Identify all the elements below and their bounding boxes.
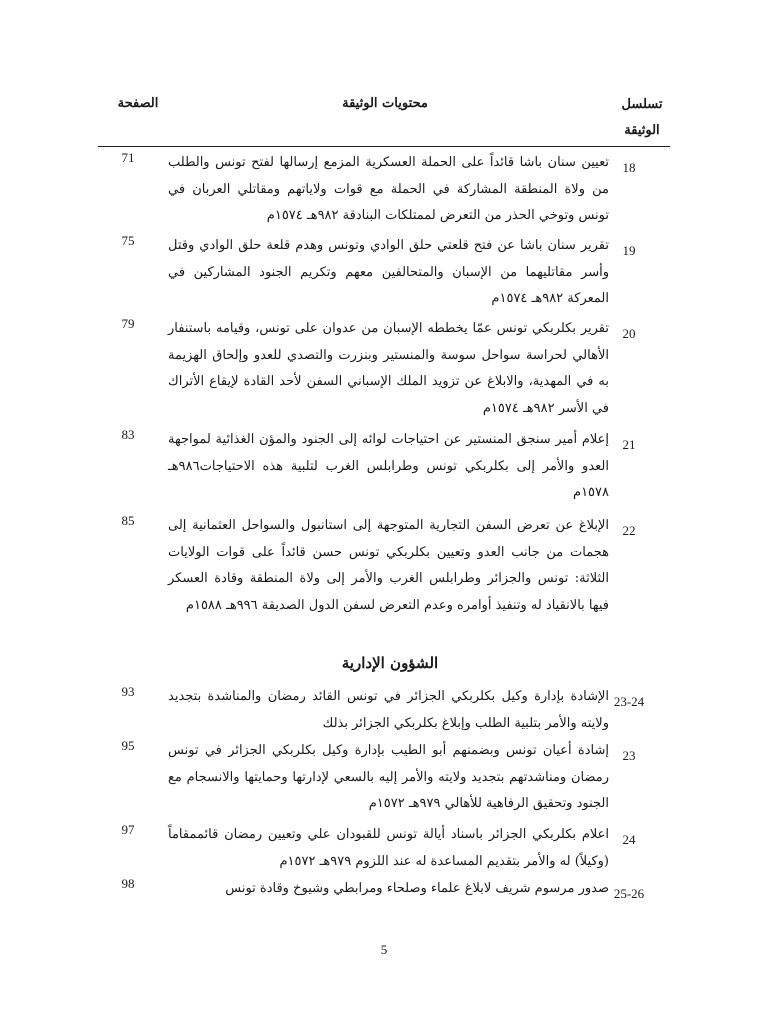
table-row [98, 684, 673, 742]
entry-sequence: 24 [622, 832, 636, 847]
entry-text: صدور مرسوم شريف لابلاغ علماء وصلحاء ومرابطي وشيوخ وقادة تونس [225, 881, 609, 896]
table-row [98, 876, 673, 908]
entry-sequence: 20 [622, 326, 636, 341]
header-contents: محتويات الوثيقة [342, 96, 428, 111]
entry-sequence: 22 [622, 523, 636, 538]
entry-text: إشادة أعيان تونس وبضمنهم أبو الطيب بإدارة وكيل بكلربكي الجزائر في تونس رمضان ومناشدتهم بتجديد ولايته والأمر إليه بالسعي لإدارتها وحمايتها والانسجام مع الجنود وتحقيق الرفاهية للأهالي ٩٧٩هـ ١٥٧٢م [168, 743, 609, 811]
entry-text: تقرير سنان باشا عن فتح قلعتي حلق الوادي وتونس وهدم قلعة حلق الوادي وقتل وأسر مقاتليهما من الإسبان والمتحالفين معهم وتكريم الجنود المشاركين في المعركة ٩٨٢هـ ١٥٧٤م [168, 238, 609, 306]
entry-page: 83 [121, 427, 135, 442]
header-sequence: تسلسل الوثيقة [621, 97, 663, 138]
entry-page: 75 [121, 233, 135, 248]
entry-page: 71 [121, 150, 135, 165]
entry-text: تقرير بكلربكي تونس عمّا يخططه الإسبان من عدوان على تونس، وقيامه باستنفار الأهالي لحراسة سواحل سوسة والمنستير وبنزرت والتصدي للعدو وإلحاق الهزيمة به في المهدية، والابلاغ عن تزويد الملك الإسباني السفن لأحد القادة لإيقاع الأتراك في الأسر ٩٨٢هـ ١٥٧٤م [168, 321, 609, 416]
table-row [98, 738, 673, 823]
entry-page: 85 [121, 513, 135, 528]
table-row [98, 316, 673, 426]
entry-text: اعلام بكلربكي الجزائر باسناد أيالة تونس للقبودان علي وتعيين رمضان قائممقاماً (وكيلاً) له والأمر بتقديم المساعدة له عند اللزوم ٩٧٩هـ ١٥٧٢م [168, 827, 609, 869]
entry-text: الإشادة بإدارة وكيل بكلربكي الجزائر في تونس القائد رمضان والمناشدة بتجديد ولايته والأمر بتلبية الطلب وإبلاغ بكلربكي الجزائر بذلك [168, 689, 609, 731]
entry-text: الإبلاغ عن تعرض السفن التجارية المتوجهة إلى استانبول والسواحل العثمانية إلى هجمات من جانب العدو وتعيين بكلربكي تونس حسن قائداً على قوات الولايات الثلاثة: تونس والجزائر وطرابلس الغرب والأمر إلى ولاة المنطقة وقادة العسكر فيها بالانقياد له وتنفيذ أوامره وعدم التعرض لسفن الدول الصديقة ٩٩٦هـ ١٥٨٨م [168, 518, 609, 613]
header-rule [98, 146, 670, 147]
entry-sequence: 23 [622, 748, 636, 763]
entry-page: 93 [121, 684, 135, 699]
entry-page: 97 [121, 822, 135, 837]
section-title: الشؤون الإدارية [341, 654, 439, 672]
entry-sequence: 21 [622, 437, 636, 452]
entry-sequence: 25-26 [613, 886, 645, 901]
entry-sequence: 23-24 [613, 694, 645, 709]
entry-page: 79 [121, 316, 135, 331]
table-row [98, 427, 673, 512]
page-number: 5 [380, 942, 388, 957]
table-row [98, 822, 673, 880]
entry-text: تعيين سنان باشا قائداً على الحملة العسكرية المزمع إرسالها لفتح تونس والطلب من ولاة المنطقة المشاركة في الحملة مع قوات ولاياتهم ومقاتلي العربان في تونس وتوخي الحذر من التعرض لممتلكات البنادقة ٩٨٢هـ ١٥٧٤م [168, 155, 609, 223]
table-row [98, 233, 673, 323]
entry-page: 98 [121, 876, 135, 891]
entry-page: 95 [121, 738, 135, 753]
table-row [98, 513, 673, 653]
entry-sequence: 19 [622, 243, 636, 258]
entry-text: إعلام أمير سنجق المنستير عن احتياجات لوائه إلى الجنود والمؤن الغذائية لمواجهة العدو والأمر إلى بكلربكي تونس وطرابلس الغرب لتلبية هذه الاحتياجات٩٨٦هـ ١٥٧٨م [168, 432, 609, 500]
header-page: الصفحة [117, 96, 159, 111]
entry-sequence: 18 [622, 160, 636, 175]
